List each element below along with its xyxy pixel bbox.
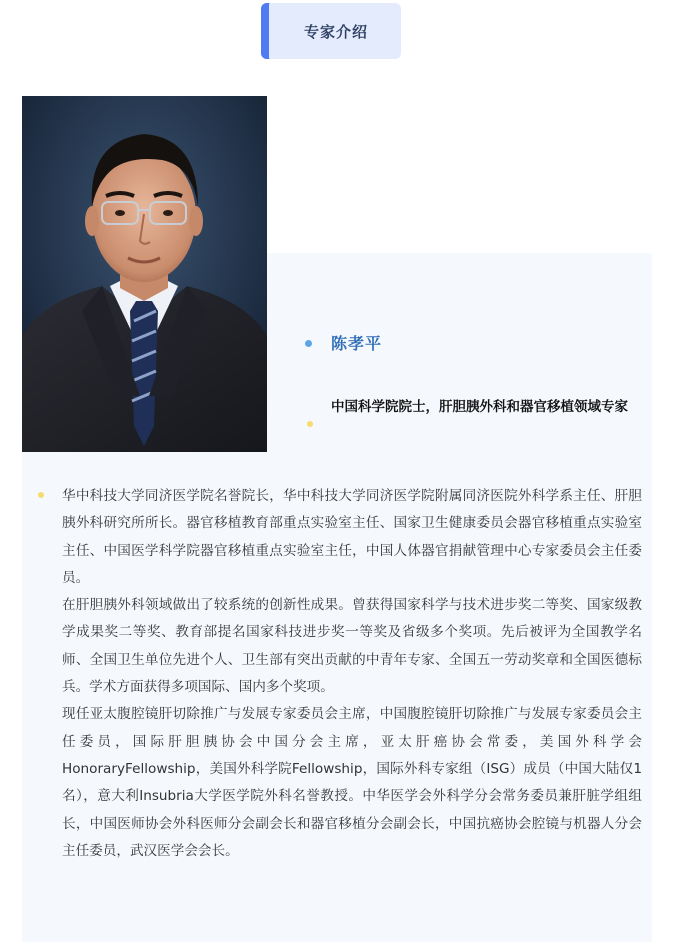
bio-paragraph-1: 华中科技大学同济医学院名誉院长，华中科技大学同济医学院附属同济医院外科学系主任、肝胆胰外科研究所所长。器官移植教育部重点实验室主任、国家卫生健康委员会器官移植重点实验室主任、中国医学科学院器官移植重点实验室主任，中国人体器官捐献管理中心专家委员会主任委员。 bbox=[62, 488, 642, 586]
title-bullet-icon bbox=[307, 421, 313, 427]
section-header-title: 专家介绍 bbox=[303, 22, 368, 41]
expert-portrait-photo bbox=[22, 96, 267, 452]
section-header-tab bbox=[265, 3, 401, 59]
expert-name: 陈孝平 bbox=[331, 334, 383, 353]
expert-title: 中国科学院院士，肝胆胰外科和器官移植领域专家 bbox=[331, 399, 628, 415]
portrait-icon bbox=[22, 96, 267, 452]
expert-bio bbox=[62, 483, 642, 865]
section-header-accent-bar bbox=[261, 3, 269, 59]
bio-paragraph-3: 现任亚太腹腔镜肝切除推广与发展专家委员会主席，中国腹腔镜肝切除推广与发展专家委员会主任委员，国际肝胆胰协会中国分会主席，亚太肝癌协会常委，美国外科学会HonoraryFellowship，美国外科学院Fellowship，国际外科专家组（ISG）成员（中国大陆仅1名），意大利Insubria大学医学院外科名誉教授。中华医学会外科学分会常务委员兼肝脏学组组长，中国医师协会外科医师分会副会长和器官移植分会副会长，中国抗癌协会腔镜与机器人分会主任委员，武汉医学会会长。 bbox=[62, 706, 642, 859]
bio-paragraph-2: 在肝胆胰外科领域做出了较系统的创新性成果。曾获得国家科学与技术进步奖二等奖、国家级教学成果奖二等奖、教育部提名国家科技进步奖一等奖及省级多个奖项。先后被评为全国教学名师、全国卫生单位先进个人、卫生部有突出贡献的中青年专家、全国五一劳动奖章和全国医德标兵。学术方面获得多项国际、国内多个奖项。 bbox=[62, 597, 642, 696]
bio-bullet-icon bbox=[38, 492, 44, 498]
name-bullet-icon bbox=[305, 340, 312, 347]
